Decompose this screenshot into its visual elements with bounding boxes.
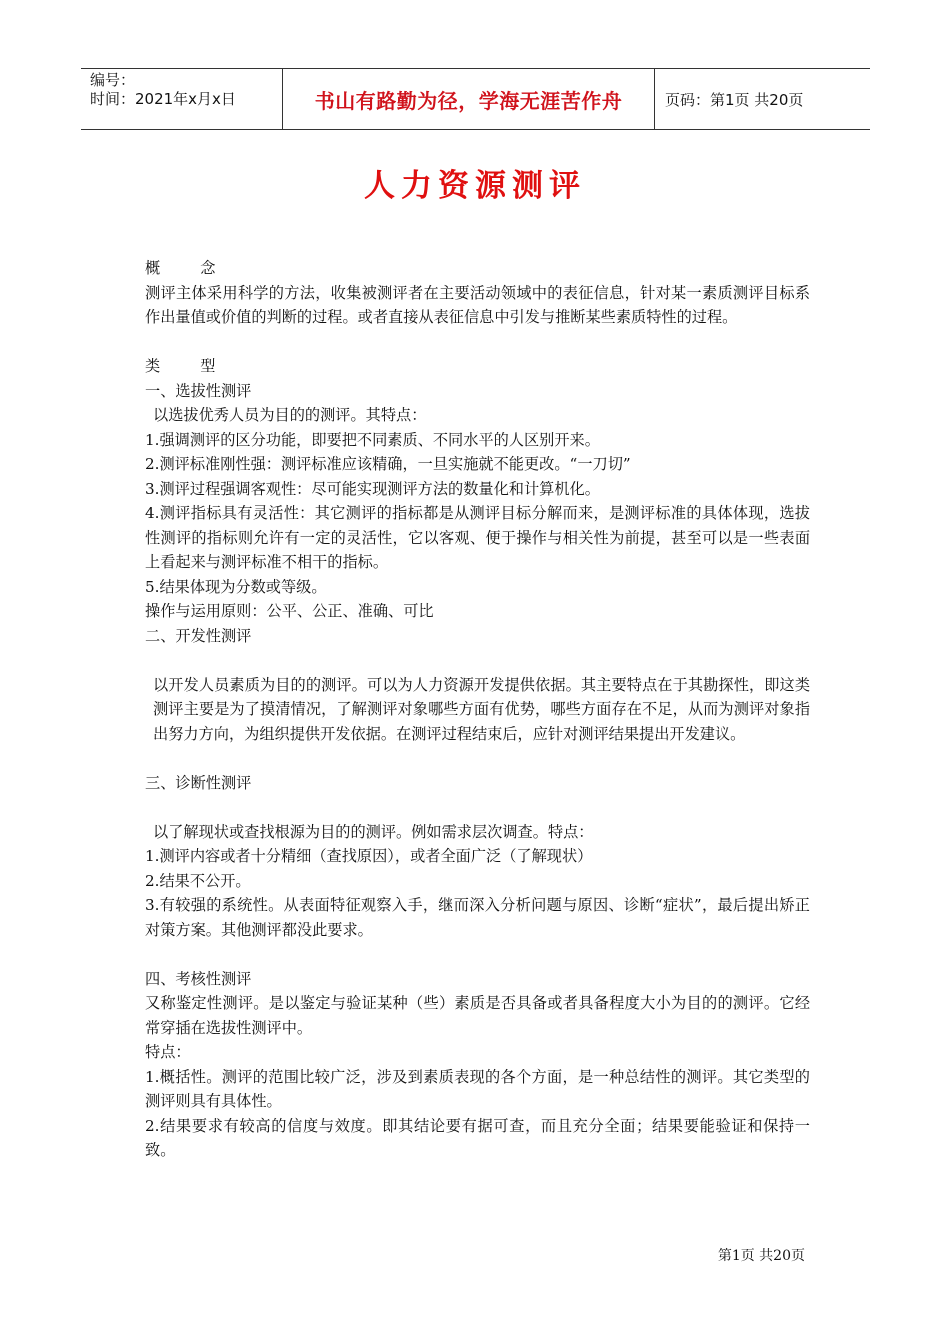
- section-4-point-1: 1.概括性。测评的范围比较广泛，涉及到素质表现的各个方面，是一种总结性的测评。其它类型的测评则具有具体性。: [145, 1067, 810, 1110]
- section-3-heading: 三、诊断性测评: [145, 773, 252, 792]
- section-1-point-5: 5.结果体现为分数或等级。: [145, 577, 327, 596]
- time-label: 时间：2021年x月x日: [90, 90, 236, 108]
- section-4-text: 又称鉴定性测评。是以鉴定与验证某种（些）素质是否具备或者具备程度大小为目的的测评。它经常穿插在选拔性测评中。: [145, 994, 810, 1037]
- section-4-heading: 四、考核性测评: [145, 969, 252, 988]
- document-header: [81, 68, 870, 130]
- section-1-point-4: 4.测评指标具有灵活性：其它测评的指标都是从测评目标分解而来，是测评标准的具体体现，选拔性测评的指标则允许有一定的灵活性，它以客观、便于操作与相关性为前提，甚至可以是一些表面上看起来与测评标准不相干的指标。: [145, 504, 810, 571]
- header-motto: 书山有路勤为径，学海无涯苦作舟: [314, 88, 623, 113]
- section-1-intro: 以选拔优秀人员为目的的测评。其特点：: [153, 406, 427, 424]
- section-1-point-1: 1.强调测评的区分功能，即要把不同素质、不同水平的人区别开来。: [145, 430, 600, 449]
- number-label: 编号：: [90, 71, 136, 89]
- header-page-info: 页码：第1页 共20页: [665, 90, 804, 109]
- section-1-point-2: 2.测评标准刚性强：测评标准应该精确，一旦实施就不能更改。“一刀切”: [145, 455, 631, 473]
- header-motto-cell: [282, 69, 655, 129]
- section-3-point-1: 1.测评内容或者十分精细（查找原因），或者全面广泛（了解现状）: [145, 847, 593, 865]
- concept-heading: 概念: [145, 259, 256, 277]
- section-4-features: 特点：: [145, 1043, 191, 1061]
- concept-text: 测评主体采用科学的方法，收集被测评者在主要活动领域中的表征信息，针对某一素质测评目标系作出量值或价值的判断的过程。或者直接从表征信息中引发与推断某些素质特性的过程。: [145, 283, 810, 326]
- section-3-intro: 以了解现状或查找根源为目的的测评。例如需求层次调查。特点：: [153, 822, 594, 841]
- section-1-point-3: 3.测评过程强调客观性：尽可能实现测评方法的数量化和计算机化。: [145, 479, 600, 498]
- section-1-heading: 一、选拔性测评: [145, 381, 252, 400]
- document-title: 人力资源测评: [364, 168, 586, 204]
- header-meta: [81, 69, 282, 129]
- page-footer: 第1页 共20页: [717, 1248, 805, 1264]
- section-2-text: 以开发人员素质为目的的测评。可以为人力资源开发提供依据。其主要特点在于其勘探性，即这类测评主要是为了摸清情况，了解测评对象哪些方面有优势，哪些方面存在不足，从而为测评对象指出努力方向，为组织提供开发依据。在测评过程结束后，应针对测评结果提出开发建议。: [153, 675, 810, 743]
- document-body: [145, 256, 810, 1163]
- types-heading: 类型: [145, 357, 256, 375]
- section-2-heading: 二、开发性测评: [145, 626, 252, 645]
- section-3-point-2: 2.结果不公开。: [145, 871, 251, 890]
- section-3-point-3: 3.有较强的系统性。从表面特征观察入手，继而深入分析问题与原因、诊断“症状”，最后提出矫正对策方案。其他测评都没此要求。: [145, 896, 810, 939]
- section-4-point-2: 2.结果要求有较高的信度与效度。即其结论要有据可查，而且充分全面；结果要能验证和保持一致。: [145, 1116, 810, 1159]
- section-1-principle: 操作与运用原则：公平、公正、准确、可比: [145, 602, 434, 620]
